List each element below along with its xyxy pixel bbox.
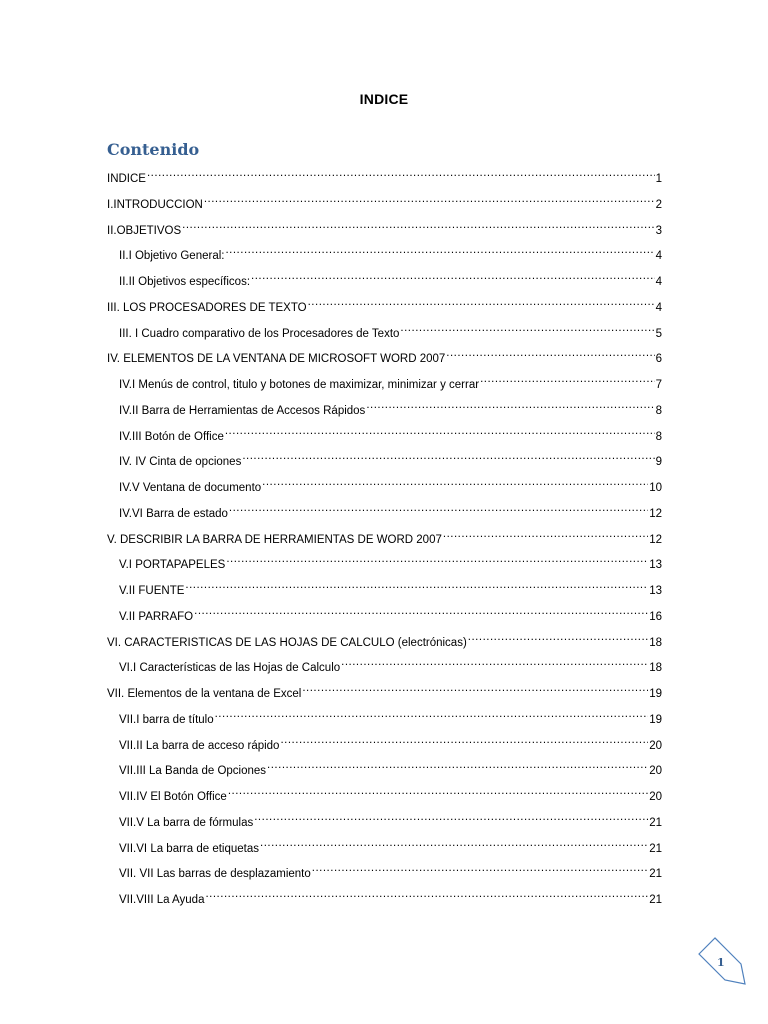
- toc-entry-label: VII.III La Banda de Opciones: [119, 765, 267, 778]
- toc-dot-leader: [226, 550, 648, 568]
- toc-entry-page-number: 21: [649, 868, 662, 881]
- toc-entry-label: V. DESCRIBIR LA BARRA DE HERRAMIENTAS DE WORD 2007: [107, 533, 442, 546]
- toc-entry-label: VI. CARACTERISTICAS DE LAS HOJAS DE CALCULO (electrónicas): [107, 636, 467, 649]
- toc-entry[interactable]: [119, 319, 662, 340]
- toc-dot-leader: [254, 808, 648, 826]
- toc-entry-page-number: 21: [649, 842, 662, 855]
- toc-entry-page-number: 12: [649, 533, 662, 546]
- toc-entry-label: VII. Elementos de la ventana de Excel: [107, 688, 302, 700]
- toc-dot-leader: [262, 473, 648, 491]
- toc-entry-page-number: 8: [655, 430, 662, 443]
- toc-dot-leader: [468, 628, 648, 646]
- toc-entry-label: IV.V Ventana de documento: [119, 482, 262, 494]
- toc-entry-label: VII.IV El Botón Office: [119, 791, 227, 803]
- toc-entry-page-number: 19: [649, 713, 662, 726]
- toc-entry-page-number: 6: [655, 353, 662, 366]
- toc-dot-leader: [204, 190, 655, 208]
- toc-heading: Contenido: [107, 140, 200, 159]
- toc-entry[interactable]: [119, 859, 662, 881]
- toc-entry[interactable]: [119, 447, 662, 469]
- toc-entry[interactable]: [119, 396, 662, 417]
- toc-entry-label: III. I Cuadro comparativo de los Procesadores de Texto: [119, 327, 400, 340]
- toc-dot-leader: [400, 319, 654, 337]
- toc-entry[interactable]: [107, 164, 662, 185]
- toc-entry[interactable]: [119, 550, 662, 572]
- document-title: INDICE: [359, 91, 409, 107]
- toc-entry-label: VII.V La barra de fórmulas: [119, 816, 254, 829]
- toc-entry-label: V.II PARRAFO: [119, 610, 194, 623]
- toc-dot-leader: [147, 164, 655, 182]
- toc-entry-label: IV. ELEMENTOS DE LA VENTANA DE MICROSOFT WORD 2007: [107, 353, 446, 366]
- toc-entry-page-number: 21: [649, 894, 662, 906]
- toc-entry-label: IV.II Barra de Herramientas de Accesos Rápidos: [119, 404, 366, 417]
- toc-entry[interactable]: [119, 602, 662, 623]
- toc-entry-label: VI.I Características de las Hojas de Calculo: [119, 662, 341, 675]
- toc-dot-leader: [267, 756, 648, 774]
- page-number: 1: [717, 956, 725, 969]
- toc-entry[interactable]: [119, 705, 662, 726]
- toc-dot-leader: [341, 653, 648, 671]
- toc-entry-page-number: 21: [649, 816, 662, 829]
- toc-entry[interactable]: [107, 216, 662, 237]
- toc-entry-label: III. LOS PROCESADORES DE TEXTO: [107, 301, 307, 314]
- toc-dot-leader: [205, 885, 648, 903]
- page-number-badge: [693, 934, 749, 990]
- toc-entry[interactable]: [119, 731, 662, 752]
- toc-dot-leader: [182, 216, 654, 234]
- toc-dot-leader: [480, 370, 655, 388]
- toc-dot-leader: [443, 525, 648, 543]
- toc-entry-page-number: 7: [655, 379, 662, 391]
- toc-entry-label: IV.I Menús de control, titulo y botones de maximizar, minimizar y cerrar: [119, 379, 480, 391]
- toc-entry-label: VII.I barra de título: [119, 713, 214, 726]
- toc-entry[interactable]: [119, 756, 662, 778]
- toc-entry[interactable]: [119, 576, 662, 597]
- toc-dot-leader: [302, 679, 648, 697]
- toc-entry[interactable]: [107, 344, 662, 366]
- toc-entry[interactable]: [119, 473, 662, 494]
- toc-entry-page-number: 4: [655, 250, 662, 263]
- toc-entry-page-number: 3: [655, 224, 662, 237]
- toc-entry[interactable]: [107, 525, 662, 546]
- toc-entry-page-number: 20: [649, 765, 662, 778]
- toc-dot-leader: [280, 731, 648, 749]
- toc-dot-leader: [308, 293, 655, 311]
- toc-dot-leader: [228, 782, 648, 800]
- toc-entry-label: IV. IV Cinta de opciones: [119, 456, 242, 469]
- toc-entry-label: I.INTRODUCCION: [107, 198, 203, 211]
- toc-entry[interactable]: [119, 370, 662, 391]
- toc-dot-leader: [242, 447, 654, 465]
- toc-dot-leader: [225, 422, 655, 440]
- toc-entry-label: V.II FUENTE: [119, 585, 185, 597]
- toc-dot-leader: [446, 344, 654, 362]
- toc-entry-label: IV.VI Barra de estado: [119, 507, 228, 520]
- toc-entry-label: II.OBJETIVOS: [107, 224, 182, 237]
- toc-entry[interactable]: [119, 782, 662, 803]
- toc-entry-page-number: 20: [649, 739, 662, 752]
- toc-entry-page-number: 4: [655, 301, 662, 314]
- toc-entry-page-number: 5: [655, 327, 662, 340]
- toc-entry-page-number: 4: [655, 276, 662, 288]
- toc-entry-label: INDICE: [107, 173, 146, 185]
- toc-entry-label: IV.III Botón de Office: [119, 430, 224, 443]
- toc-entry-label: VII.VIII La Ayuda: [119, 894, 205, 906]
- toc-entry[interactable]: [119, 422, 662, 443]
- toc-entry-page-number: 1: [655, 173, 662, 185]
- toc-entry-label: V.I PORTAPAPELES: [119, 559, 226, 572]
- toc-entry-page-number: 16: [649, 610, 662, 623]
- toc-entry-page-number: 13: [649, 559, 662, 572]
- toc-entry[interactable]: [119, 653, 662, 675]
- toc-entry-page-number: 10: [649, 482, 662, 494]
- toc-entry[interactable]: [119, 241, 662, 263]
- toc-entry-label: II.I Objetivo General:: [119, 250, 225, 263]
- toc-entry[interactable]: [119, 267, 662, 288]
- toc-entry-page-number: 8: [655, 404, 662, 417]
- toc-entry[interactable]: [119, 499, 662, 520]
- toc-entry-page-number: 2: [655, 198, 662, 211]
- toc-dot-leader: [229, 499, 648, 517]
- toc-entry-page-number: 12: [649, 507, 662, 520]
- toc-entry-label: VII.II La barra de acceso rápido: [119, 739, 280, 752]
- toc-entry[interactable]: [107, 190, 662, 211]
- toc-entry-page-number: 18: [649, 636, 662, 649]
- toc-entry-page-number: 9: [655, 456, 662, 469]
- toc-entry[interactable]: [107, 628, 662, 649]
- toc-dot-leader: [215, 705, 649, 723]
- toc-entry-page-number: 19: [649, 688, 662, 700]
- toc-dot-leader: [366, 396, 654, 414]
- toc-dot-leader: [312, 859, 648, 877]
- toc-entry-label: VII. VII Las barras de desplazamiento: [119, 868, 311, 881]
- toc-entry-label: VII.VI La barra de etiquetas: [119, 842, 260, 855]
- toc-entry[interactable]: [119, 834, 662, 855]
- toc-dot-leader: [185, 576, 648, 594]
- toc-dot-leader: [251, 267, 655, 285]
- toc-entry[interactable]: [119, 885, 662, 906]
- toc-entry-page-number: 20: [649, 791, 662, 803]
- toc-dot-leader: [194, 602, 648, 620]
- toc-entry[interactable]: [119, 808, 662, 829]
- toc-entry-page-number: 18: [649, 662, 662, 675]
- toc-entry[interactable]: [107, 293, 662, 314]
- toc-dot-leader: [260, 834, 648, 852]
- toc-dot-leader: [225, 241, 654, 259]
- toc-entry[interactable]: [107, 679, 662, 700]
- toc-entry-page-number: 13: [649, 585, 662, 597]
- toc-entry-label: II.II Objetivos específicos:: [119, 276, 251, 288]
